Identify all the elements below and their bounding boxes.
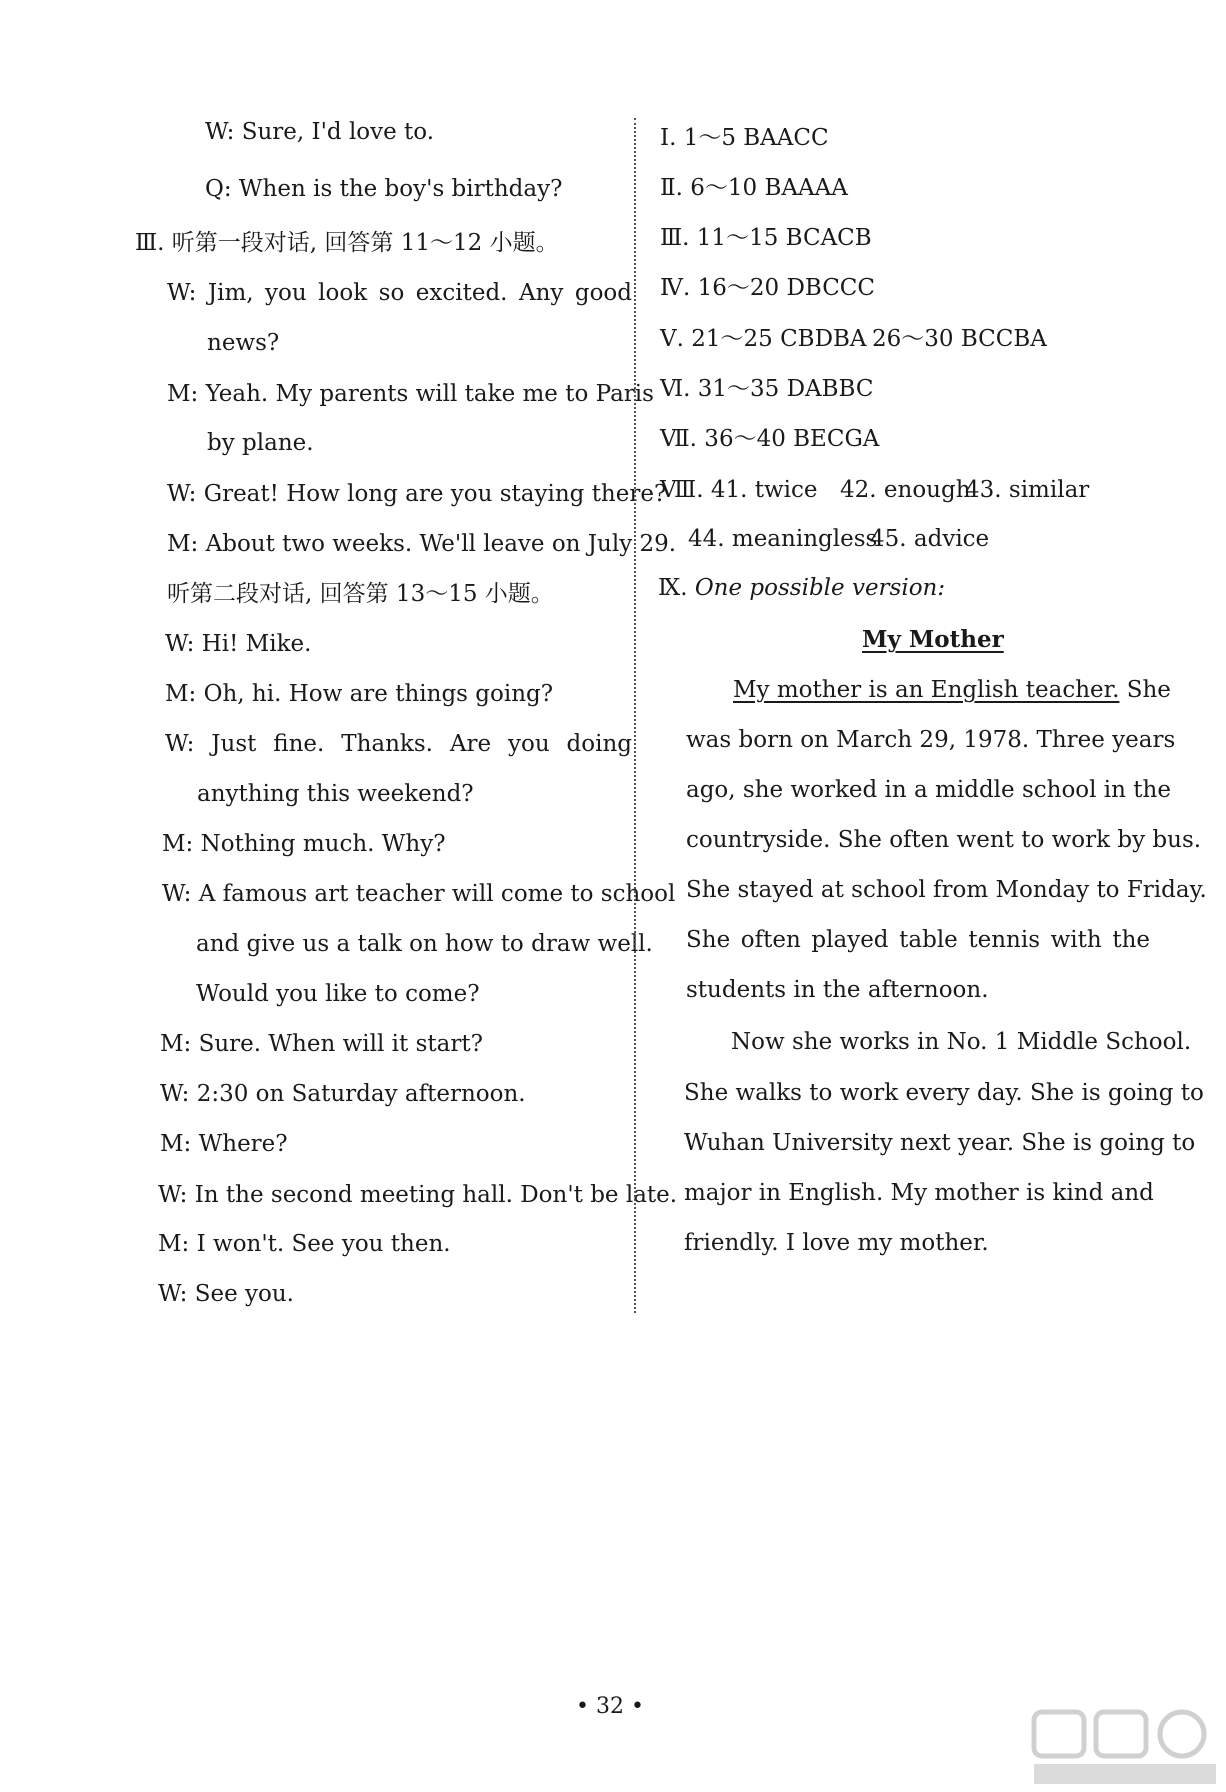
page-number: • 32 • (576, 1694, 644, 1719)
dialog-line: W: A famous art teacher will come to school (162, 881, 676, 907)
dialog-line: W: See you. (158, 1281, 294, 1307)
dialog-line: M: Sure. When will it start? (160, 1031, 483, 1057)
essay-line: She walks to work every day. She is going to (684, 1080, 1204, 1106)
answer-line: Ⅱ. 6～10 BAAAA (660, 175, 848, 201)
answer-line: Ⅲ. 11～15 BCACB (660, 225, 872, 251)
dialog-line-cont: Would you like to come? (196, 981, 480, 1007)
answer-line: Ⅶ. 36～40 BECGA (660, 426, 880, 452)
essay-line: ago, she worked in a middle school in the (686, 777, 1171, 803)
essay-line: Wuhan University next year. She is going to (684, 1130, 1196, 1156)
dialog-line: M: About two weeks. We'll leave on July 29. (167, 531, 677, 557)
question-line: Q: When is the boy's birthday? (205, 176, 563, 202)
dialog-line: M: Where? (160, 1131, 288, 1157)
dialog-line: W: In the second meeting hall. Don't be late. (158, 1182, 678, 1208)
answer-line: 42. enough (840, 477, 971, 503)
answer-line: Ⅵ. 31～35 DABBC (660, 376, 874, 402)
answer-line: 45. advice (870, 526, 990, 552)
dialog-line-cont: anything this weekend? (197, 781, 474, 807)
answer-line: 43. similar (965, 477, 1090, 503)
essay-line: students in the afternoon. (686, 977, 989, 1003)
answer-line: 26～30 BCCBA (872, 326, 1047, 352)
section-number: Ⅸ. (658, 575, 688, 601)
essay-line: friendly. I love my mother. (684, 1230, 989, 1256)
dialog-line: M: Nothing much. Why? (162, 831, 446, 857)
dialog-line: M: Yeah. My parents will take me to Paris (167, 381, 654, 407)
answer-line: 44. meaningless (688, 526, 878, 552)
dialog-line-cont: and give us a talk on how to draw well. (196, 931, 653, 957)
answer-line: Ⅰ. 1～5 BAACC (660, 125, 829, 151)
dialog-line-cont: news? (207, 330, 280, 356)
dialog-line: W: 2:30 on Saturday afternoon. (160, 1081, 526, 1107)
essay-line: She often played table tennis with the (686, 927, 1150, 953)
essay-line: She stayed at school from Monday to Friday. (686, 877, 1207, 903)
dialog-heading: 听第二段对话, 回答第 13～15 小题。 (167, 581, 554, 607)
dialog-line: W: Hi! Mike. (165, 631, 312, 657)
essay-line: major in English. My mother is kind and (684, 1180, 1154, 1206)
version-label: One possible version: (694, 575, 946, 601)
essay-line: countryside. She often went to work by bus. (686, 827, 1202, 853)
answer-line: Ⅴ. 21～25 CBDBA (660, 326, 867, 352)
essay-line: was born on March 29, 1978. Three years (686, 727, 1176, 753)
watermark-logo (1030, 1708, 1220, 1788)
essay-text: She (1126, 677, 1171, 703)
writing-heading (658, 573, 945, 603)
dialog-line: W: Great! How long are you staying there? (167, 481, 667, 507)
essay-line (733, 675, 1171, 705)
dialog-line-cont: by plane. (207, 430, 314, 456)
underlined-sentence: My mother is an English teacher. (733, 677, 1120, 703)
answer-line: Ⅷ. 41. twice (660, 477, 818, 503)
dialog-line: W: Sure, I'd love to. (205, 119, 435, 145)
dialog-line: M: I won't. See you then. (158, 1231, 451, 1257)
dialog-line: W: Jim, you look so excited. Any good (167, 280, 632, 306)
dialog-line: W: Just fine. Thanks. Are you doing (165, 731, 632, 757)
watermark-logo-icon (1030, 1708, 1220, 1788)
answer-line: Ⅳ. 16～20 DBCCC (660, 275, 876, 301)
dialog-line: M: Oh, hi. How are things going? (165, 681, 554, 707)
section-heading: Ⅲ. 听第一段对话, 回答第 11～12 小题。 (135, 230, 559, 256)
column-divider (634, 118, 636, 1313)
essay-line: Now she works in No. 1 Middle School. (731, 1029, 1192, 1055)
essay-title: My Mother (862, 626, 1004, 653)
